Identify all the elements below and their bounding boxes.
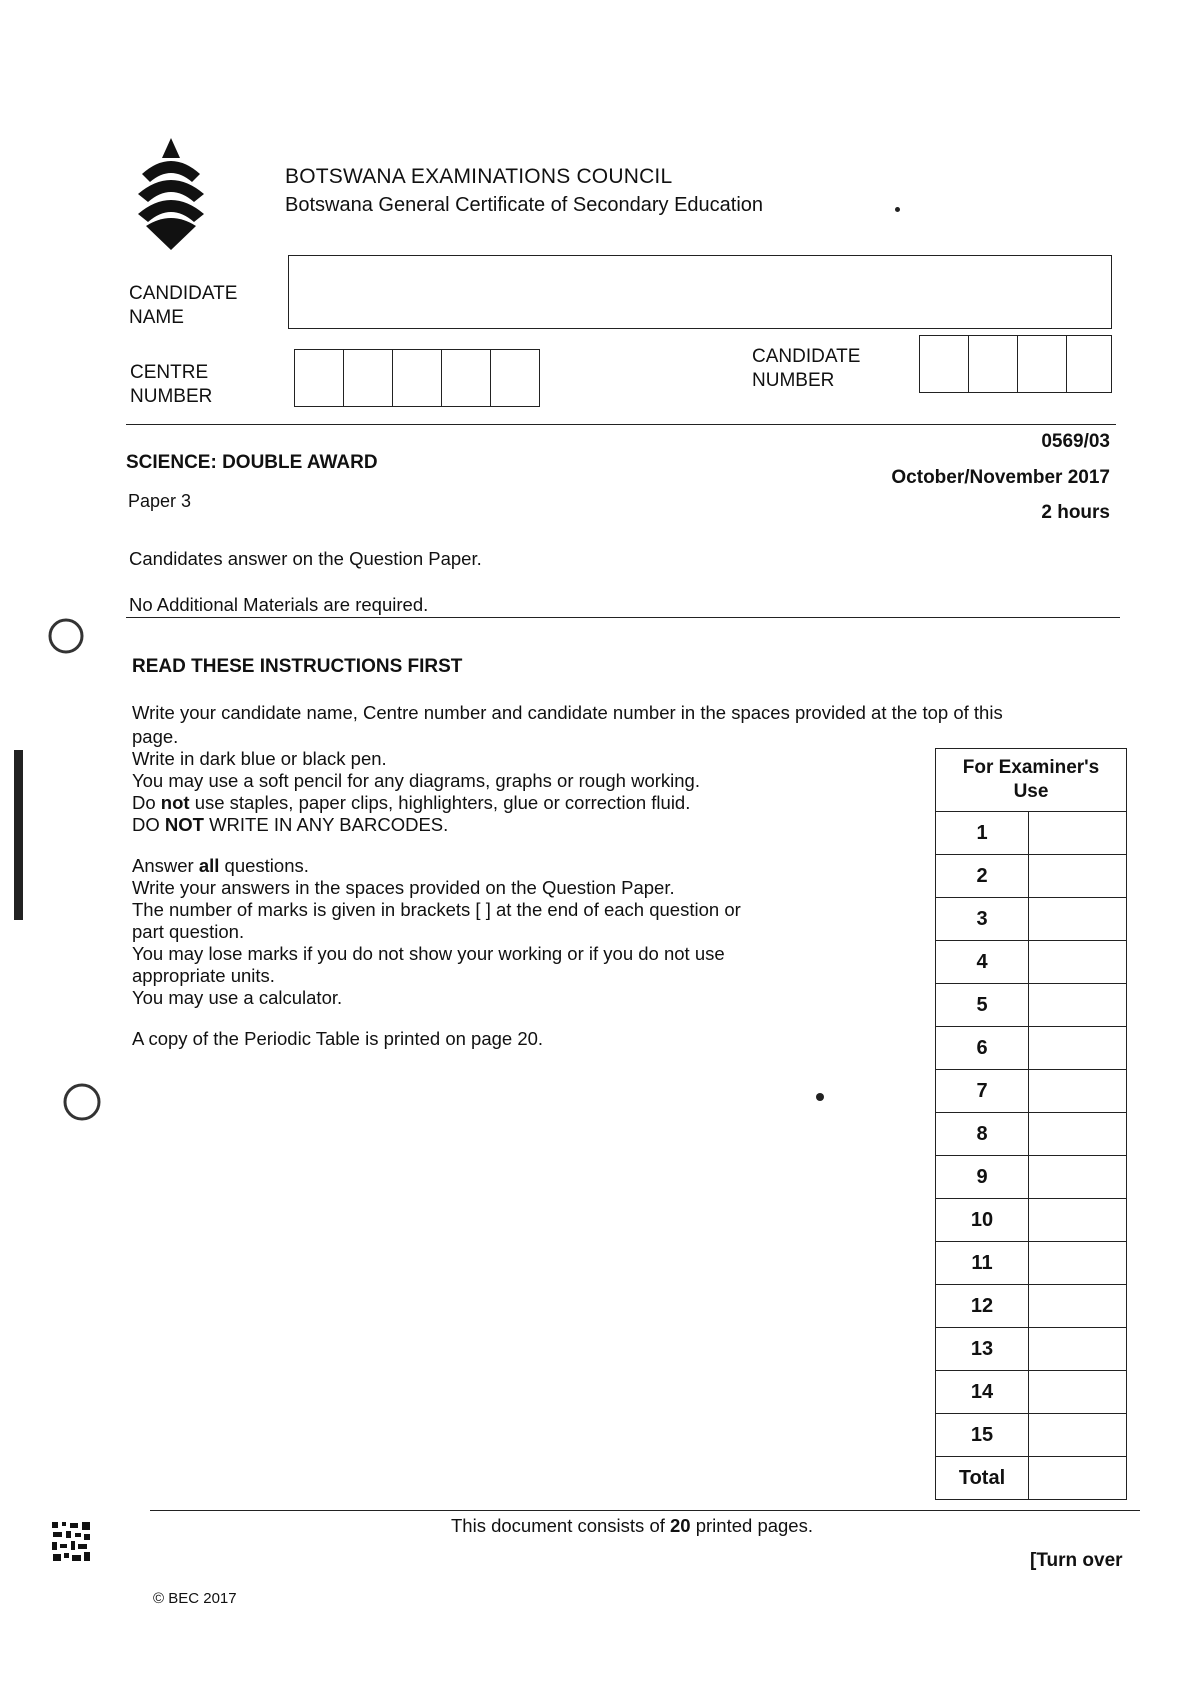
exam-session: October/November 2017 <box>891 467 1110 488</box>
table-row: 9 <box>936 1156 1127 1199</box>
table-row: 13 <box>936 1328 1127 1371</box>
divider <box>126 617 1120 618</box>
mark-cell[interactable] <box>1029 1242 1127 1285</box>
scan-edge-mark <box>14 750 23 920</box>
table-row: 6 <box>936 1027 1127 1070</box>
instructions-intro: Write your candidate name, Centre number and candidate number in the spaces provided at the top of this <box>132 702 1003 723</box>
scan-speck <box>816 1093 824 1101</box>
table-row: 3 <box>936 898 1127 941</box>
table-row: Total <box>936 1457 1127 1500</box>
instruction-line: Write your answers in the spaces provided on the Question Paper. <box>132 877 675 898</box>
paper-code: 0569/03 <box>1041 431 1110 452</box>
instruction-line: You may lose marks if you do not show your working or if you do not use <box>132 943 725 964</box>
examiner-table-header: For Examiner's Use <box>936 749 1127 812</box>
divider <box>126 424 1116 425</box>
candidate-name-label: CANDIDATE NAME <box>129 283 238 328</box>
barcode-icon <box>50 1520 92 1564</box>
candidate-number-boxes[interactable] <box>919 335 1112 393</box>
qualification-name: Botswana General Certificate of Secondary Education <box>285 194 764 216</box>
table-row: 5 <box>936 984 1127 1027</box>
table-row: 12 <box>936 1285 1127 1328</box>
table-row: 1 <box>936 812 1127 855</box>
table-row: 15 <box>936 1414 1127 1457</box>
exam-duration: 2 hours <box>1041 502 1110 523</box>
table-row: 14 <box>936 1371 1127 1414</box>
punch-hole-icon <box>60 1080 104 1124</box>
table-row: 8 <box>936 1113 1127 1156</box>
table-row: 10 <box>936 1199 1127 1242</box>
bec-logo-icon <box>132 138 210 250</box>
table-row: 2 <box>936 855 1127 898</box>
mark-cell[interactable] <box>1029 1457 1127 1500</box>
punch-hole-icon <box>46 616 86 656</box>
scan-speck <box>895 207 900 212</box>
turn-over: [Turn over <box>1030 1550 1123 1571</box>
centre-number-label: CENTRE NUMBER <box>130 362 213 407</box>
candidate-name-field[interactable] <box>288 255 1112 329</box>
page-count: This document consists of 20 printed pages. <box>451 1515 813 1536</box>
instruction-line: Answer all questions. <box>132 855 309 876</box>
divider <box>150 1510 1140 1511</box>
mark-cell[interactable] <box>1029 855 1127 898</box>
mark-cell[interactable] <box>1029 1414 1127 1457</box>
mark-cell[interactable] <box>1029 941 1127 984</box>
materials-note: No Additional Materials are required. <box>129 594 429 615</box>
mark-cell[interactable] <box>1029 1328 1127 1371</box>
instruction-line: A copy of the Periodic Table is printed on page 20. <box>132 1028 544 1049</box>
copyright: © BEC 2017 <box>153 1590 237 1607</box>
instruction-line: part question. <box>132 921 245 942</box>
table-row: 11 <box>936 1242 1127 1285</box>
mark-cell[interactable] <box>1029 1113 1127 1156</box>
answer-note: Candidates answer on the Question Paper. <box>129 548 482 569</box>
paper-number: Paper 3 <box>128 491 192 511</box>
instruction-line: You may use a calculator. <box>132 987 343 1008</box>
mark-cell[interactable] <box>1029 1285 1127 1328</box>
mark-cell[interactable] <box>1029 1371 1127 1414</box>
instructions-list <box>132 726 932 1050</box>
instruction-line: appropriate units. <box>132 965 275 986</box>
mark-cell[interactable] <box>1029 984 1127 1027</box>
mark-cell[interactable] <box>1029 898 1127 941</box>
candidate-number-label: CANDIDATE NUMBER <box>752 346 861 391</box>
instruction-line: DO NOT WRITE IN ANY BARCODES. <box>132 814 449 835</box>
instruction-line: Write in dark blue or black pen. <box>132 748 387 769</box>
instruction-line: The number of marks is given in brackets [ ] at the end of each question or <box>132 899 741 920</box>
table-row: 7 <box>936 1070 1127 1113</box>
organisation-name: BOTSWANA EXAMINATIONS COUNCIL <box>285 165 673 188</box>
mark-cell[interactable] <box>1029 1156 1127 1199</box>
mark-cell[interactable] <box>1029 1199 1127 1242</box>
instruction-line: page. <box>132 726 179 747</box>
table-row: 4 <box>936 941 1127 984</box>
instruction-line: You may use a soft pencil for any diagrams, graphs or rough working. <box>132 770 700 791</box>
centre-number-boxes[interactable] <box>294 349 540 407</box>
mark-cell[interactable] <box>1029 1027 1127 1070</box>
instructions-heading: READ THESE INSTRUCTIONS FIRST <box>132 656 463 677</box>
subject-title: SCIENCE: DOUBLE AWARD <box>126 452 378 473</box>
instruction-line: Do not use staples, paper clips, highlighters, glue or correction fluid. <box>132 792 691 813</box>
mark-cell[interactable] <box>1029 812 1127 855</box>
examiner-use-table <box>935 748 1127 1500</box>
mark-cell[interactable] <box>1029 1070 1127 1113</box>
